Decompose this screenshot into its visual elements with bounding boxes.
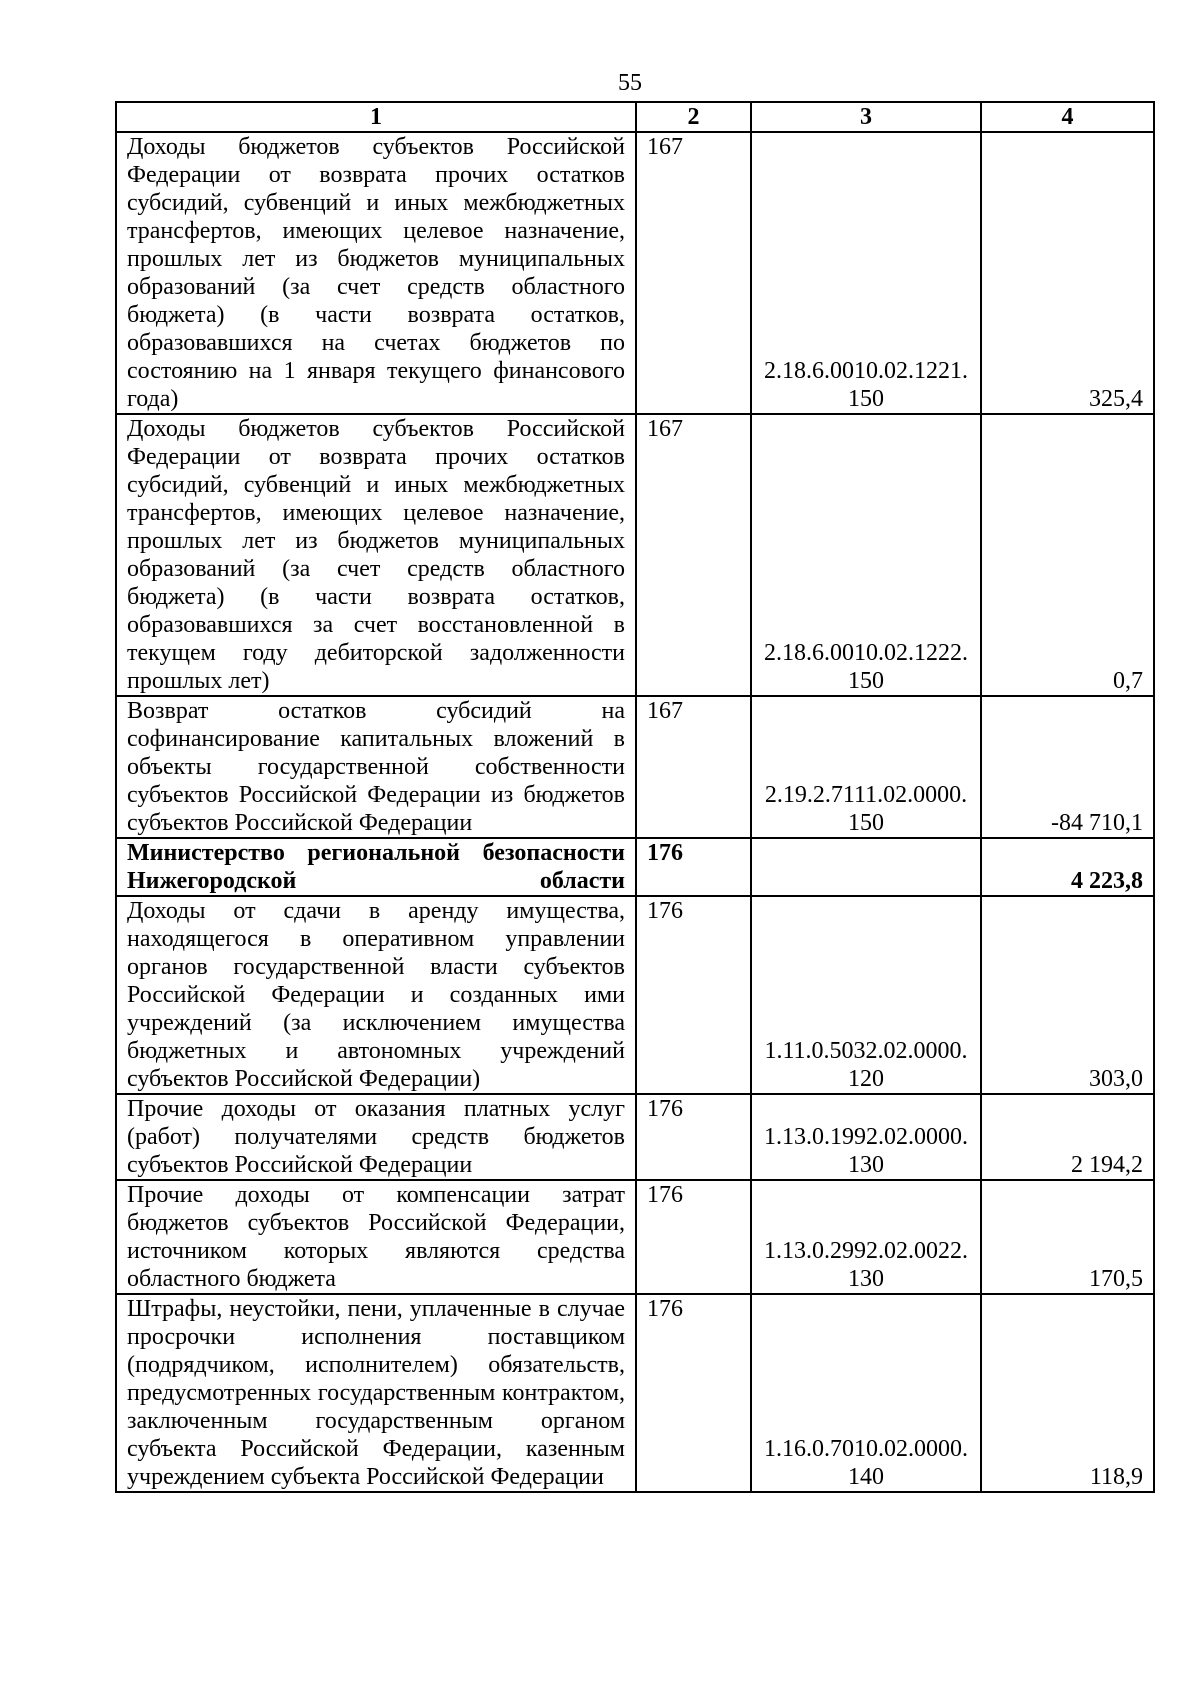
row-sum: 0,7 (981, 414, 1154, 696)
row-admin-code: 176 (636, 1180, 751, 1294)
row-kbk-code: 1.13.0.1992.02.0000. 130 (751, 1094, 981, 1180)
revenue-table (115, 101, 1155, 1493)
row-kbk-code: 1.11.0.5032.02.0000. 120 (751, 896, 981, 1094)
row-admin-code: 176 (636, 1094, 751, 1180)
row-name: Прочие доходы от оказания платных услуг (работ) получателями средств бюджетов субъектов Российской Федерации (116, 1094, 636, 1180)
row-sum: 118,9 (981, 1294, 1154, 1492)
row-name: Доходы от сдачи в аренду имущества, находящегося в оперативном управлении органов государственной власти субъектов Российской Федерации и созданных ими учреждений (за исключением имущества бюджетных и автономных учреждений субъектов Российской Федерации) (116, 896, 636, 1094)
row-name: Прочие доходы от компенсации затрат бюджетов субъектов Российской Федерации, источником которых являются средства областного бюджета (116, 1180, 636, 1294)
row-admin-code: 167 (636, 414, 751, 696)
row-kbk-code: 1.16.0.7010.02.0000. 140 (751, 1294, 981, 1492)
table-header-row (116, 102, 1154, 132)
row-name: Доходы бюджетов субъектов Российской Федерации от возврата прочих остатков субсидий, субвенций и иных межбюджетных трансфертов, имеющих целевое назначение, прошлых лет из бюджетов муниципальных образований (за счет средств областного бюджета) (в части возврата остатков, образовавшихся на счетах бюджетов по состоянию на 1 января текущего финансового года) (116, 132, 636, 414)
header-col-1: 1 (116, 102, 636, 132)
table-row (116, 1294, 1154, 1492)
row-admin-code: 176 (636, 838, 751, 896)
row-sum: -84 710,1 (981, 696, 1154, 838)
row-sum: 2 194,2 (981, 1094, 1154, 1180)
row-kbk-code (751, 838, 981, 896)
table-row (116, 1094, 1154, 1180)
header-col-2: 2 (636, 102, 751, 132)
row-admin-code: 176 (636, 896, 751, 1094)
row-kbk-code: 2.18.6.0010.02.1222. 150 (751, 414, 981, 696)
row-name: Министерство региональной безопасности Нижегородской области (116, 838, 636, 896)
table-row (116, 896, 1154, 1094)
row-kbk-code: 1.13.0.2992.02.0022. 130 (751, 1180, 981, 1294)
table-row (116, 1180, 1154, 1294)
row-sum: 325,4 (981, 132, 1154, 414)
table-row (116, 414, 1154, 696)
row-kbk-code: 2.19.2.7111.02.0000. 150 (751, 696, 981, 838)
row-name: Штрафы, неустойки, пени, уплаченные в случае просрочки исполнения поставщиком (подрядчиком, исполнителем) обязательств, предусмотренных государственным контрактом, заключенным государственным органом субъекта Российской Федерации, казенным учреждением субъекта Российской Федерации (116, 1294, 636, 1492)
row-sum: 4 223,8 (981, 838, 1154, 896)
table-row (116, 132, 1154, 414)
row-admin-code: 167 (636, 132, 751, 414)
header-col-4: 4 (981, 102, 1154, 132)
row-admin-code: 176 (636, 1294, 751, 1492)
row-name: Доходы бюджетов субъектов Российской Федерации от возврата прочих остатков субсидий, субвенций и иных межбюджетных трансфертов, имеющих целевое назначение, прошлых лет из бюджетов муниципальных образований (за счет средств областного бюджета) (в части возврата остатков, образовавшихся за счет восстановленной в текущем году дебиторской задолженности прошлых лет) (116, 414, 636, 696)
row-kbk-code: 2.18.6.0010.02.1221. 150 (751, 132, 981, 414)
header-col-3: 3 (751, 102, 981, 132)
page-number: 55 (618, 70, 642, 96)
row-sum: 303,0 (981, 896, 1154, 1094)
table-row-ministry (116, 838, 1154, 896)
table-row (116, 696, 1154, 838)
row-admin-code: 167 (636, 696, 751, 838)
row-name: Возврат остатков субсидий на софинансирование капитальных вложений в объекты государственной собственности субъектов Российской Федерации из бюджетов субъектов Российской Федерации (116, 696, 636, 838)
row-sum: 170,5 (981, 1180, 1154, 1294)
